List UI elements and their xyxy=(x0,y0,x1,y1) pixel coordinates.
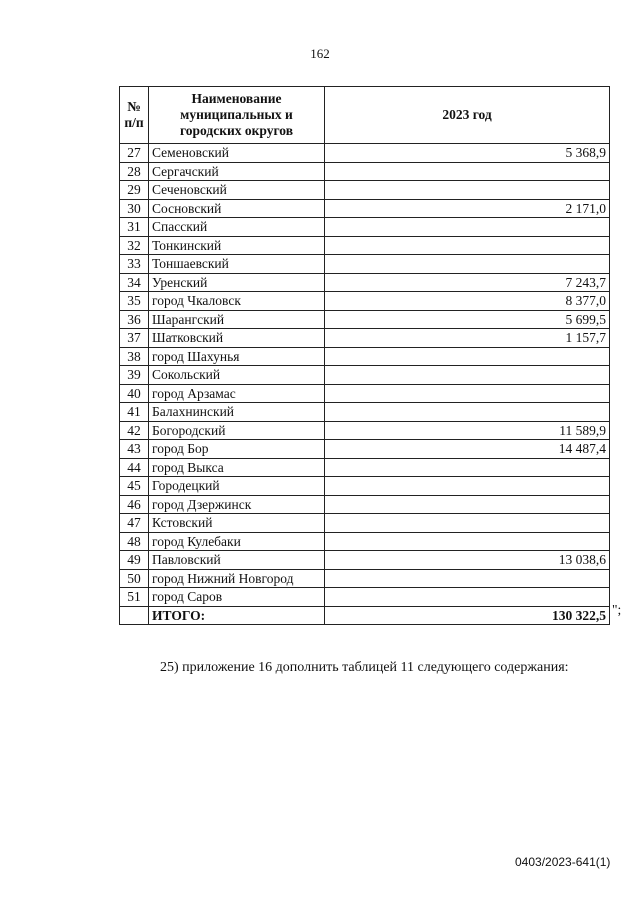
row-value xyxy=(325,181,610,200)
table-row xyxy=(120,162,610,181)
row-value: 13 038,6 xyxy=(325,551,610,570)
row-value: 8 377,0 xyxy=(325,292,610,311)
row-number: 46 xyxy=(120,495,149,514)
row-number: 48 xyxy=(120,532,149,551)
row-value: 11 589,9 xyxy=(325,421,610,440)
header-year: 2023 год xyxy=(325,87,610,144)
table-row xyxy=(120,495,610,514)
row-name: город Дзержинск xyxy=(149,495,325,514)
row-name: Сосновский xyxy=(149,199,325,218)
row-number: 38 xyxy=(120,347,149,366)
table-row xyxy=(120,569,610,588)
row-value xyxy=(325,218,610,237)
table-row xyxy=(120,236,610,255)
row-value: 5 368,9 xyxy=(325,144,610,163)
row-value xyxy=(325,236,610,255)
row-name: Городецкий xyxy=(149,477,325,496)
table-row xyxy=(120,384,610,403)
row-name: Тоншаевский xyxy=(149,255,325,274)
row-number: 30 xyxy=(120,199,149,218)
page-number: 162 xyxy=(310,46,330,61)
row-name: Уренский xyxy=(149,273,325,292)
table-row xyxy=(120,310,610,329)
row-name: город Выкса xyxy=(149,458,325,477)
row-value: 7 243,7 xyxy=(325,273,610,292)
row-name: Павловский xyxy=(149,551,325,570)
amendment-text: 25) приложение 16 дополнить таблицей 11 следующего содержания: xyxy=(160,660,569,675)
table-row xyxy=(120,181,610,200)
row-value xyxy=(325,532,610,551)
distribution-table xyxy=(119,86,610,625)
table-row xyxy=(120,144,610,163)
row-name: Сергачский xyxy=(149,162,325,181)
row-number: 51 xyxy=(120,588,149,607)
table-row xyxy=(120,329,610,348)
table-row xyxy=(120,273,610,292)
total-label: ИТОГО: xyxy=(149,606,325,625)
row-value xyxy=(325,255,610,274)
row-value xyxy=(325,162,610,181)
row-number: 33 xyxy=(120,255,149,274)
row-name: город Чкаловск xyxy=(149,292,325,311)
total-value: 130 322,5 xyxy=(325,606,610,625)
table-header-row xyxy=(120,87,610,144)
table-row xyxy=(120,514,610,533)
document-code: 0403/2023-641(1) xyxy=(515,855,611,869)
row-name: город Шахунья xyxy=(149,347,325,366)
row-value xyxy=(325,366,610,385)
row-value xyxy=(325,569,610,588)
row-number: 45 xyxy=(120,477,149,496)
table-row xyxy=(120,366,610,385)
row-number: 39 xyxy=(120,366,149,385)
row-name: Шатковский xyxy=(149,329,325,348)
row-number: 50 xyxy=(120,569,149,588)
row-number: 47 xyxy=(120,514,149,533)
table-row xyxy=(120,458,610,477)
table-row xyxy=(120,588,610,607)
row-value: 14 487,4 xyxy=(325,440,610,459)
header-name: Наименование муниципальных и городских округов xyxy=(149,87,325,144)
row-name: Сеченовский xyxy=(149,181,325,200)
row-value: 5 699,5 xyxy=(325,310,610,329)
row-number: 36 xyxy=(120,310,149,329)
row-value xyxy=(325,403,610,422)
row-number: 41 xyxy=(120,403,149,422)
row-value xyxy=(325,477,610,496)
row-number: 31 xyxy=(120,218,149,237)
table-row xyxy=(120,477,610,496)
row-name: Богородский xyxy=(149,421,325,440)
table-row xyxy=(120,551,610,570)
row-number: 27 xyxy=(120,144,149,163)
row-name: Кстовский xyxy=(149,514,325,533)
row-value xyxy=(325,347,610,366)
row-number: 49 xyxy=(120,551,149,570)
table-row xyxy=(120,347,610,366)
row-value: 2 171,0 xyxy=(325,199,610,218)
table-row xyxy=(120,440,610,459)
row-name: Балахнинский xyxy=(149,403,325,422)
row-number: 32 xyxy=(120,236,149,255)
row-number: 43 xyxy=(120,440,149,459)
row-value xyxy=(325,495,610,514)
table-row xyxy=(120,255,610,274)
row-value xyxy=(325,384,610,403)
row-name: Шарангский xyxy=(149,310,325,329)
row-name: Сокольский xyxy=(149,366,325,385)
row-name: Тонкинский xyxy=(149,236,325,255)
table-row xyxy=(120,292,610,311)
row-number: 28 xyxy=(120,162,149,181)
row-number: 34 xyxy=(120,273,149,292)
row-number: 37 xyxy=(120,329,149,348)
row-number: 42 xyxy=(120,421,149,440)
row-number: 35 xyxy=(120,292,149,311)
table-row xyxy=(120,532,610,551)
table-body xyxy=(120,144,610,607)
header-num: № п/п xyxy=(120,87,149,144)
row-number: 40 xyxy=(120,384,149,403)
row-number: 29 xyxy=(120,181,149,200)
closing-quote: "; xyxy=(612,602,622,617)
row-value xyxy=(325,514,610,533)
row-name: Семеновский xyxy=(149,144,325,163)
table-row xyxy=(120,403,610,422)
row-name: Спасский xyxy=(149,218,325,237)
table-row xyxy=(120,421,610,440)
row-value xyxy=(325,458,610,477)
row-number: 44 xyxy=(120,458,149,477)
row-name: город Саров xyxy=(149,588,325,607)
total-row xyxy=(120,606,610,625)
total-num-cell xyxy=(120,606,149,625)
row-name: город Кулебаки xyxy=(149,532,325,551)
row-name: город Нижний Новгород xyxy=(149,569,325,588)
row-value xyxy=(325,588,610,607)
row-value: 1 157,7 xyxy=(325,329,610,348)
row-name: город Арзамас xyxy=(149,384,325,403)
table-row xyxy=(120,218,610,237)
row-name: город Бор xyxy=(149,440,325,459)
table-row xyxy=(120,199,610,218)
